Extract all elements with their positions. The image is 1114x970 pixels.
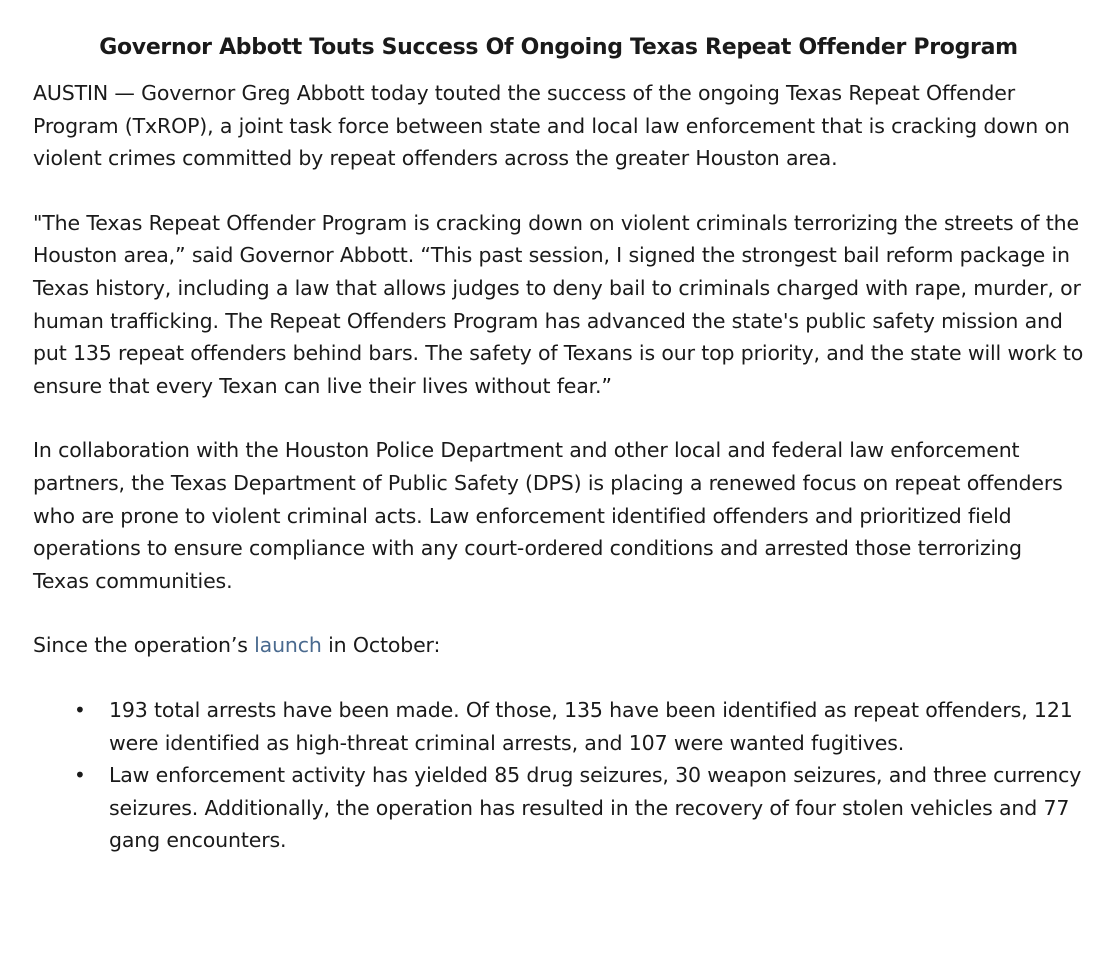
bullet-dot: • [74,763,86,788]
stats-list [33,694,1084,857]
list-item [33,759,1084,857]
paragraph-quote: "The Texas Repeat Offender Program is cracking down on violent criminals terrorizing the streets of the Houston area,” said Governor Abbott. “This past session, I signed the strongest bail reform package in Texas history, including a law that allows judges to deny bail to criminals charged with rape, murder, or human trafficking. The Repeat Offenders Program has advanced the state's public safety mission and put 135 repeat offenders behind bars. The safety of Texans is our top priority, and the state will work to ensure that every Texan can live their lives without fear.” [33,210,1084,398]
paragraph-intro: AUSTIN — Governor Greg Abbott today touted the success of the ongoing Texas Repeat Offender Program (TxROP), a joint task force between state and local law enforcement that is cracking down on violent crimes committed by repeat offenders across the greater Houston area. [33,81,1070,171]
paragraph-since [33,629,1084,662]
list-item-text: 193 total arrests have been made. Of those, 135 have been identified as repeat offenders, 121 were identified as high-threat criminal arrests, and 107 were wanted fugitives. [109,697,1073,755]
list-item-text: Law enforcement activity has yielded 85 drug seizures, 30 weapon seizures, and three currency seizures. Additionally, the operation has resulted in the recovery of four stolen vehicles and 77 gang encounters. [109,763,1082,853]
launch-link[interactable]: launch [254,633,322,658]
list-item [33,694,1084,759]
paragraph-collaboration: In collaboration with the Houston Police Department and other local and federal law enforcement partners, the Texas Department of Public Safety (DPS) is placing a renewed focus on repeat offenders who are prone to violent criminal acts. Law enforcement identified offenders and prioritized field operations to ensure compliance with any court-ordered conditions and arrested those terrorizing Texas communities. [33,438,1063,593]
since-text-after: in October: [321,633,441,658]
bullet-dot: • [74,697,86,722]
since-text-before: Since the operation’s [33,633,255,658]
headline: Governor Abbott Touts Success Of Ongoing Texas Repeat Offender Program [99,35,1018,60]
